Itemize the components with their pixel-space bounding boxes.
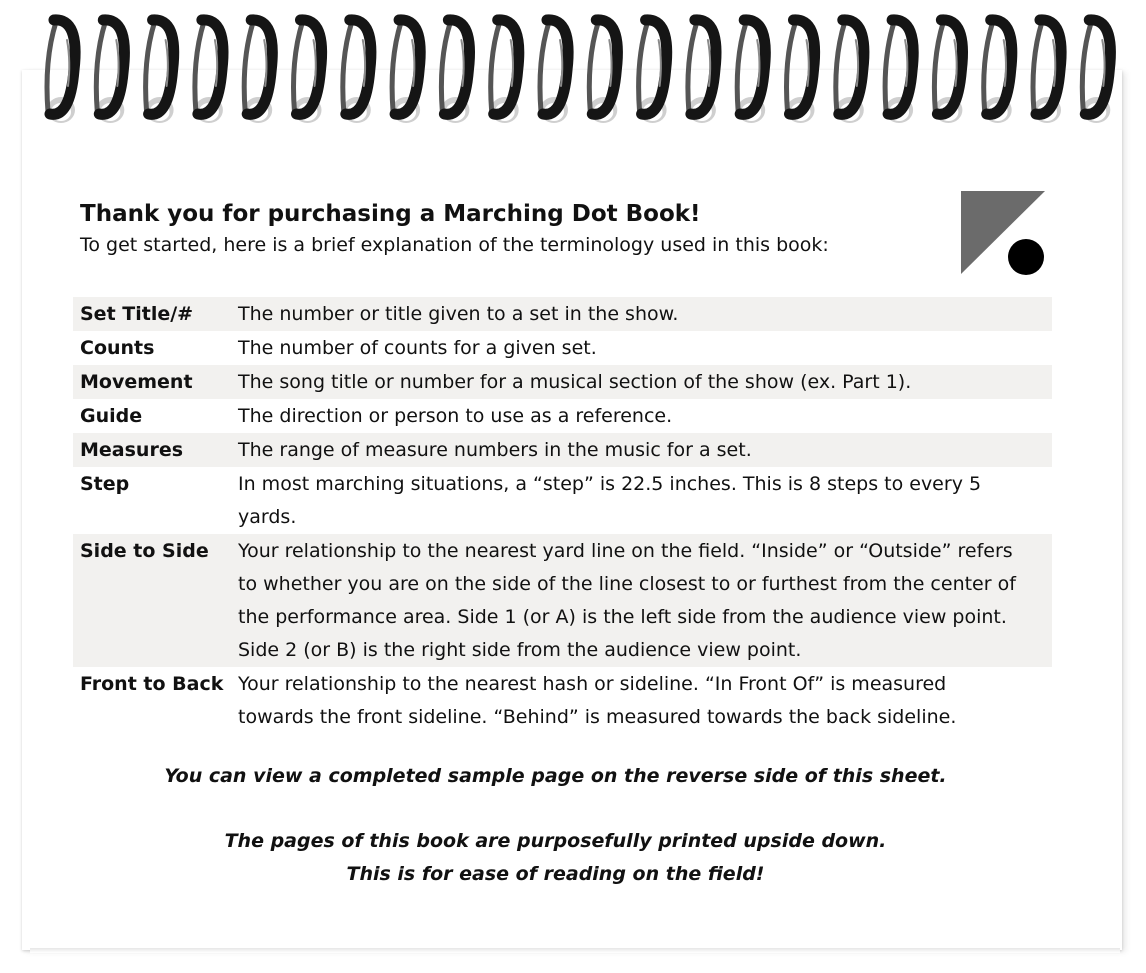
binding-coil — [146, 20, 174, 123]
binding-coil — [294, 20, 322, 123]
binding-coil — [836, 20, 864, 123]
triangle-dot-logo-icon — [960, 190, 1048, 278]
logo-dot — [1008, 239, 1044, 275]
binding-coil — [984, 20, 1012, 123]
page-title: Thank you for purchasing a Marching Dot Book! — [80, 201, 701, 227]
binding-coil — [885, 20, 913, 123]
coil-highlight — [1102, 40, 1104, 86]
coil-highlight — [215, 40, 217, 86]
coil-highlight — [363, 40, 365, 86]
coil-highlight — [609, 40, 611, 86]
binding-coil — [737, 20, 765, 123]
notes-block — [73, 760, 1038, 891]
binding-coil — [688, 20, 716, 123]
coil-highlight — [511, 40, 513, 86]
binding-coil — [787, 20, 815, 123]
term-row — [73, 433, 1052, 467]
upside-down-note-line-2: This is for ease of reading on the field! — [346, 863, 765, 885]
term-name: Step — [80, 473, 130, 495]
term-definition: The song title or number for a musical section of the show (ex. Part 1). — [238, 371, 912, 393]
coil-highlight — [757, 40, 759, 86]
term-row — [73, 297, 1052, 331]
coil-highlight — [560, 40, 562, 86]
coil-highlight — [659, 40, 661, 86]
intro-header — [80, 198, 940, 260]
term-row — [73, 667, 1052, 734]
binding-coil — [639, 20, 667, 123]
upside-down-note-line-1: The pages of this book are purposefully printed upside down. — [224, 830, 887, 852]
coil-highlight — [166, 40, 168, 86]
term-definition: The number of counts for a given set. — [238, 337, 597, 359]
term-row — [73, 534, 1052, 667]
term-name: Movement — [80, 371, 193, 393]
binding-coil — [934, 20, 962, 123]
coil-highlight — [461, 40, 463, 86]
term-name: Counts — [80, 337, 155, 359]
spiral-binding — [0, 0, 1146, 140]
term-name: Side to Side — [80, 540, 209, 562]
binding-coil — [343, 20, 371, 123]
binding-coil — [441, 20, 469, 123]
term-row — [73, 467, 1052, 534]
term-definition: The direction or person to use as a reference. — [238, 405, 673, 427]
term-definition: Your relationship to the nearest yard line on the field. “Inside” or “Outside” refers to whether you are on the side of the line closest to or furthest from the center of the performance area. Side 1 (or A) is the left side from the audience view point. Side 2 (or B) is the right side from the audience view point. — [238, 540, 1016, 661]
sample-page-note: You can view a completed sample page on the reverse side of this sheet. — [164, 765, 947, 787]
term-definition: Your relationship to the nearest hash or sideline. “In Front Of” is measured towards the front sideline. “Behind” is measured towards the back sideline. — [238, 673, 957, 728]
term-definition: The number or title given to a set in the show. — [238, 303, 679, 325]
coil-highlight — [1004, 40, 1006, 86]
term-name: Set Title/# — [80, 303, 194, 325]
coil-highlight — [807, 40, 809, 86]
term-row — [73, 331, 1052, 365]
coil-highlight — [116, 40, 118, 86]
term-name: Guide — [80, 405, 143, 427]
coil-highlight — [264, 40, 266, 86]
terminology-table — [73, 297, 1052, 734]
term-row — [73, 399, 1052, 433]
page-subtitle: To get started, here is a brief explanation of the terminology used in this book: — [80, 234, 829, 256]
coil-highlight — [856, 40, 858, 86]
coil-highlight — [708, 40, 710, 86]
binding-coil — [195, 20, 223, 123]
binding-coil — [589, 20, 617, 123]
coil-highlight — [67, 40, 69, 86]
binding-coil — [244, 20, 272, 123]
term-row — [73, 365, 1052, 399]
coil-highlight — [905, 40, 907, 86]
coil-highlight — [412, 40, 414, 86]
coil-highlight — [1053, 40, 1055, 86]
binding-coil — [1082, 20, 1110, 123]
term-definition: In most marching situations, a “step” is 22.5 inches. This is 8 steps to every 5 yards. — [238, 473, 982, 528]
coil-highlight — [314, 40, 316, 86]
binding-coil — [540, 20, 568, 123]
term-name: Front to Back — [80, 673, 224, 695]
binding-coil — [47, 20, 75, 123]
term-name: Measures — [80, 439, 184, 461]
binding-coil — [1033, 20, 1061, 123]
term-definition: The range of measure numbers in the music for a set. — [238, 439, 752, 461]
page-stack-edge — [30, 948, 1120, 953]
binding-coil — [392, 20, 420, 123]
coil-highlight — [954, 40, 956, 86]
binding-coil — [96, 20, 124, 123]
binding-coil — [491, 20, 519, 123]
